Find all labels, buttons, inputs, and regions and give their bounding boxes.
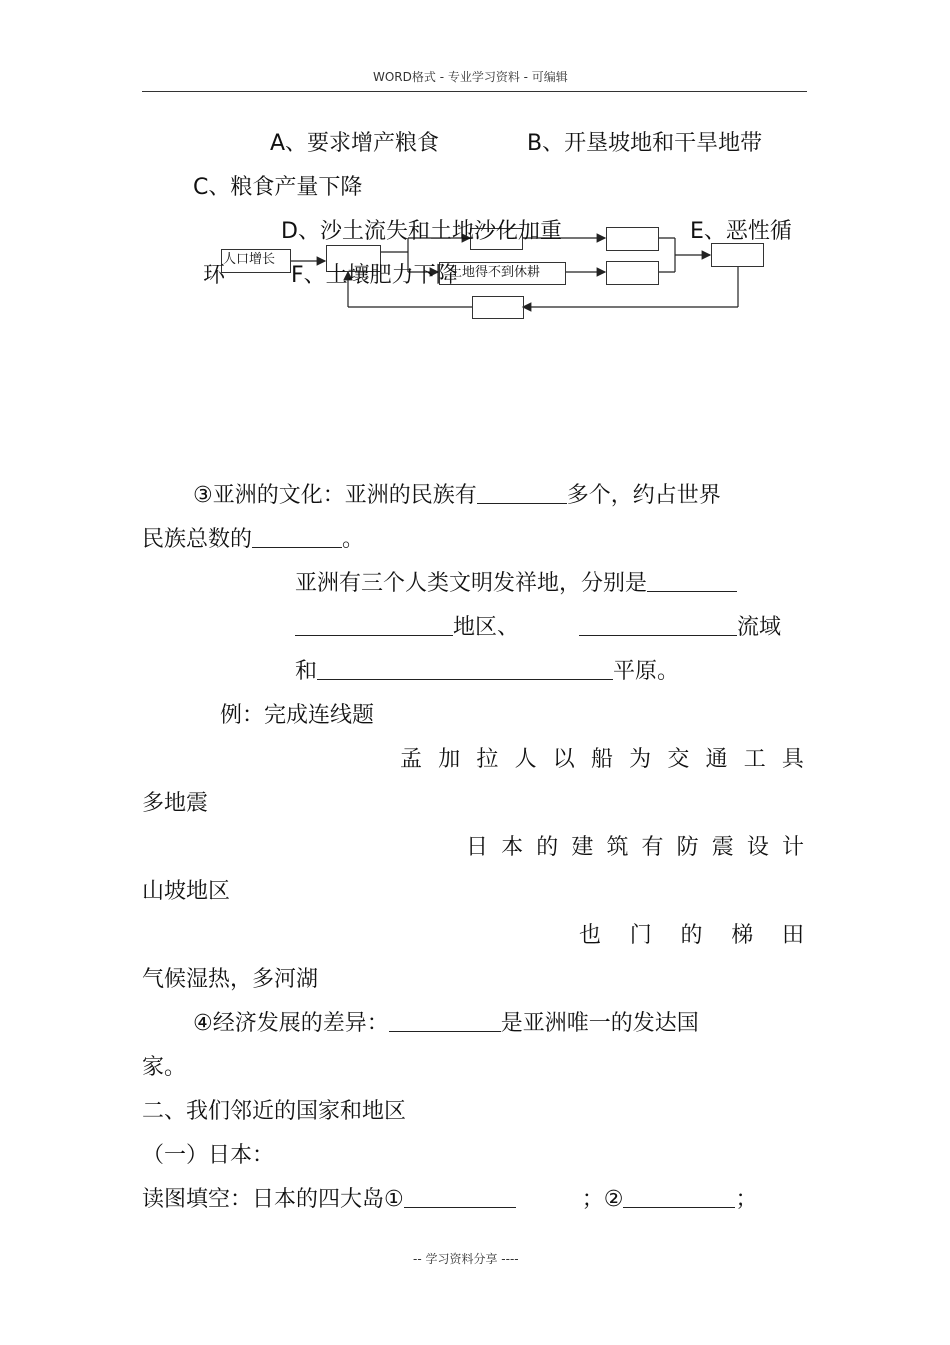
blank-nation-count[interactable] [477,481,567,504]
match-right-item-1: 多地震 [142,791,209,816]
option-c: C、粮食产量下降 [193,175,363,200]
match-right-item-2: 山坡地区 [142,879,231,904]
culture-text-2b: 。 [342,527,365,552]
blank-developed-country[interactable] [389,1009,501,1032]
japan-text-c: ； [735,1187,758,1212]
economy-text-1a: ④经济发展的差异： [193,1011,389,1036]
japan-islands-line [142,1185,757,1215]
culture-line-4 [295,613,781,643]
section-2-subtitle: （一）日本： [142,1143,275,1168]
diagram-start-label: 人口增长 [223,252,276,267]
economy-line-2: 家。 [142,1055,187,1080]
diagram-box-c1 [606,227,659,251]
culture-text-4b: 流域 [737,615,782,640]
option-a: A、要求增产粮食 [270,131,440,156]
blank-civilization-3[interactable] [317,657,613,680]
culture-text-4a: 地区、 [453,615,520,640]
culture-line-2 [142,525,364,555]
option-e-continued: 环 [203,263,226,288]
economy-text-1b: 是亚洲唯一的发达国 [500,1011,699,1036]
blank-civilization-1a[interactable] [647,569,737,592]
diagram-mid-label: 土地得不到休耕 [449,265,541,280]
page-footer: -- 学习资料分享 ---- [413,1252,519,1266]
option-f: F、土壤肥力下降 [291,263,458,288]
blank-civilization-1b[interactable] [295,613,453,636]
culture-line-3 [295,569,737,599]
option-e: E、恶性循 [690,219,792,244]
blank-nation-ratio[interactable] [252,525,342,548]
section-2-title: 二、我们邻近的国家和地区 [142,1099,407,1124]
option-d: D、沙土流失和土地沙化加重 [281,219,562,244]
culture-text-5a: 和 [295,659,318,684]
culture-text-1a: ③亚洲的文化：亚洲的民族有 [193,483,477,508]
match-right-item-3: 气候湿热，多河湖 [142,967,319,992]
page-header: WORD格式 - 专业学习资料 - 可编辑 [373,70,568,84]
blank-island-1[interactable] [404,1185,516,1208]
match-left-item-2: 日 本 的 建 筑 有 防 震 设 计 [466,835,804,860]
match-left-item-3: 也 门 的 梯 田 [579,923,804,948]
culture-line-1 [193,481,721,511]
diagram-box-bottom [472,296,524,319]
blank-island-2[interactable] [623,1185,735,1208]
culture-line-5 [295,657,679,687]
blank-civilization-2[interactable] [579,613,737,636]
example-title: 例：完成连线题 [220,703,375,728]
culture-text-2a: 民族总数的 [142,527,253,552]
economy-line-1 [193,1009,699,1039]
japan-text-b: ；② [581,1187,624,1212]
culture-text-1b: 多个，约占世界 [566,483,721,508]
diagram-box-c2 [606,261,659,285]
culture-text-3: 亚洲有三个人类文明发祥地，分别是 [295,571,648,596]
match-left-item-1: 孟 加 拉 人 以 船 为 交 通 工 具 [400,747,804,772]
option-b: B、开垦坡地和干旱地带 [527,131,763,156]
japan-text-a: 读图填空：日本的四大岛① [142,1187,404,1212]
culture-text-5b: 平原。 [613,659,680,684]
